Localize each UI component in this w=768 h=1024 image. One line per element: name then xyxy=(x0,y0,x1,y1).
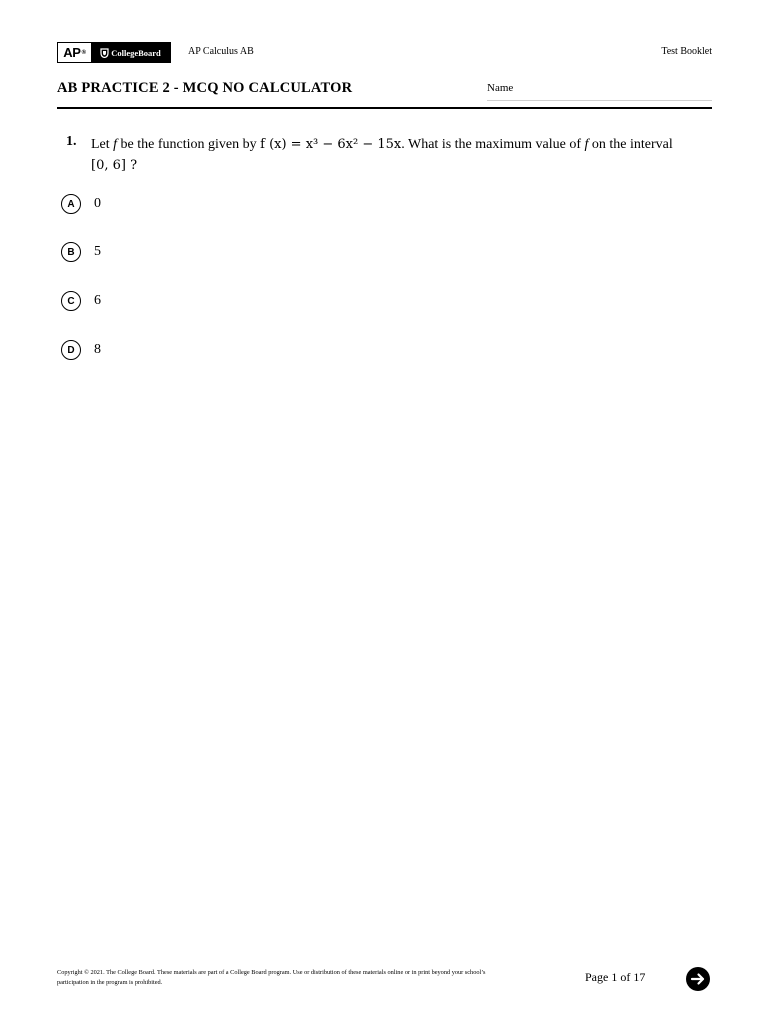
choice-b-value: 5 xyxy=(94,244,101,259)
collegeboard-logo xyxy=(91,43,170,62)
page-title: AB PRACTICE 2 - MCQ NO CALCULATOR xyxy=(57,80,353,96)
ap-logo xyxy=(58,43,91,62)
choice-a-value: 0 xyxy=(94,196,101,211)
choice-b-bubble[interactable]: B xyxy=(61,242,81,262)
course-name: AP Calculus AB xyxy=(188,46,254,57)
arrow-right-circle-icon xyxy=(690,971,706,987)
choice-a[interactable] xyxy=(61,192,101,216)
acorn-icon xyxy=(100,48,109,58)
question-text-mid: . What is the maximum value of xyxy=(401,137,585,152)
ap-logo-text: AP xyxy=(63,45,81,60)
question-variable-f-2: f xyxy=(584,137,589,152)
question-text xyxy=(91,134,711,176)
choice-c[interactable] xyxy=(61,289,101,313)
question-text-intro: Let xyxy=(91,137,114,152)
collegeboard-logo-text: CollegeBoard xyxy=(111,47,161,58)
page-indicator: Page 1 of 17 xyxy=(585,970,646,984)
choice-c-bubble[interactable]: C xyxy=(61,291,81,311)
choice-d-value: 8 xyxy=(94,342,101,357)
question-formula: f (x) = x³ − 6x² − 15x xyxy=(260,137,402,152)
name-field[interactable] xyxy=(487,100,712,101)
header-divider xyxy=(57,107,712,109)
question-interval: [0, 6] ? xyxy=(91,158,138,173)
choice-d[interactable] xyxy=(61,338,101,362)
choice-a-bubble[interactable]: A xyxy=(61,194,81,214)
choice-c-value: 6 xyxy=(94,293,101,308)
question-variable-f: f xyxy=(113,137,118,152)
question-number: 1. xyxy=(66,134,77,149)
copyright-notice: Copyright © 2021. The College Board. These materials are part of a College Board program. Use or distribution of these materials online or in print beyond your school’s participation in the program is prohibited. xyxy=(57,969,486,986)
question-text-end: on the interval xyxy=(588,137,673,152)
ap-collegeboard-logo xyxy=(57,42,171,63)
choice-d-bubble[interactable]: D xyxy=(61,340,81,360)
next-page-button[interactable] xyxy=(686,967,710,991)
choice-b[interactable] xyxy=(61,240,101,264)
booklet-label: Test Booklet xyxy=(661,46,712,57)
name-label: Name xyxy=(487,82,514,94)
question-text-given: be the function given by xyxy=(117,137,261,152)
registered-mark: ® xyxy=(81,49,86,56)
